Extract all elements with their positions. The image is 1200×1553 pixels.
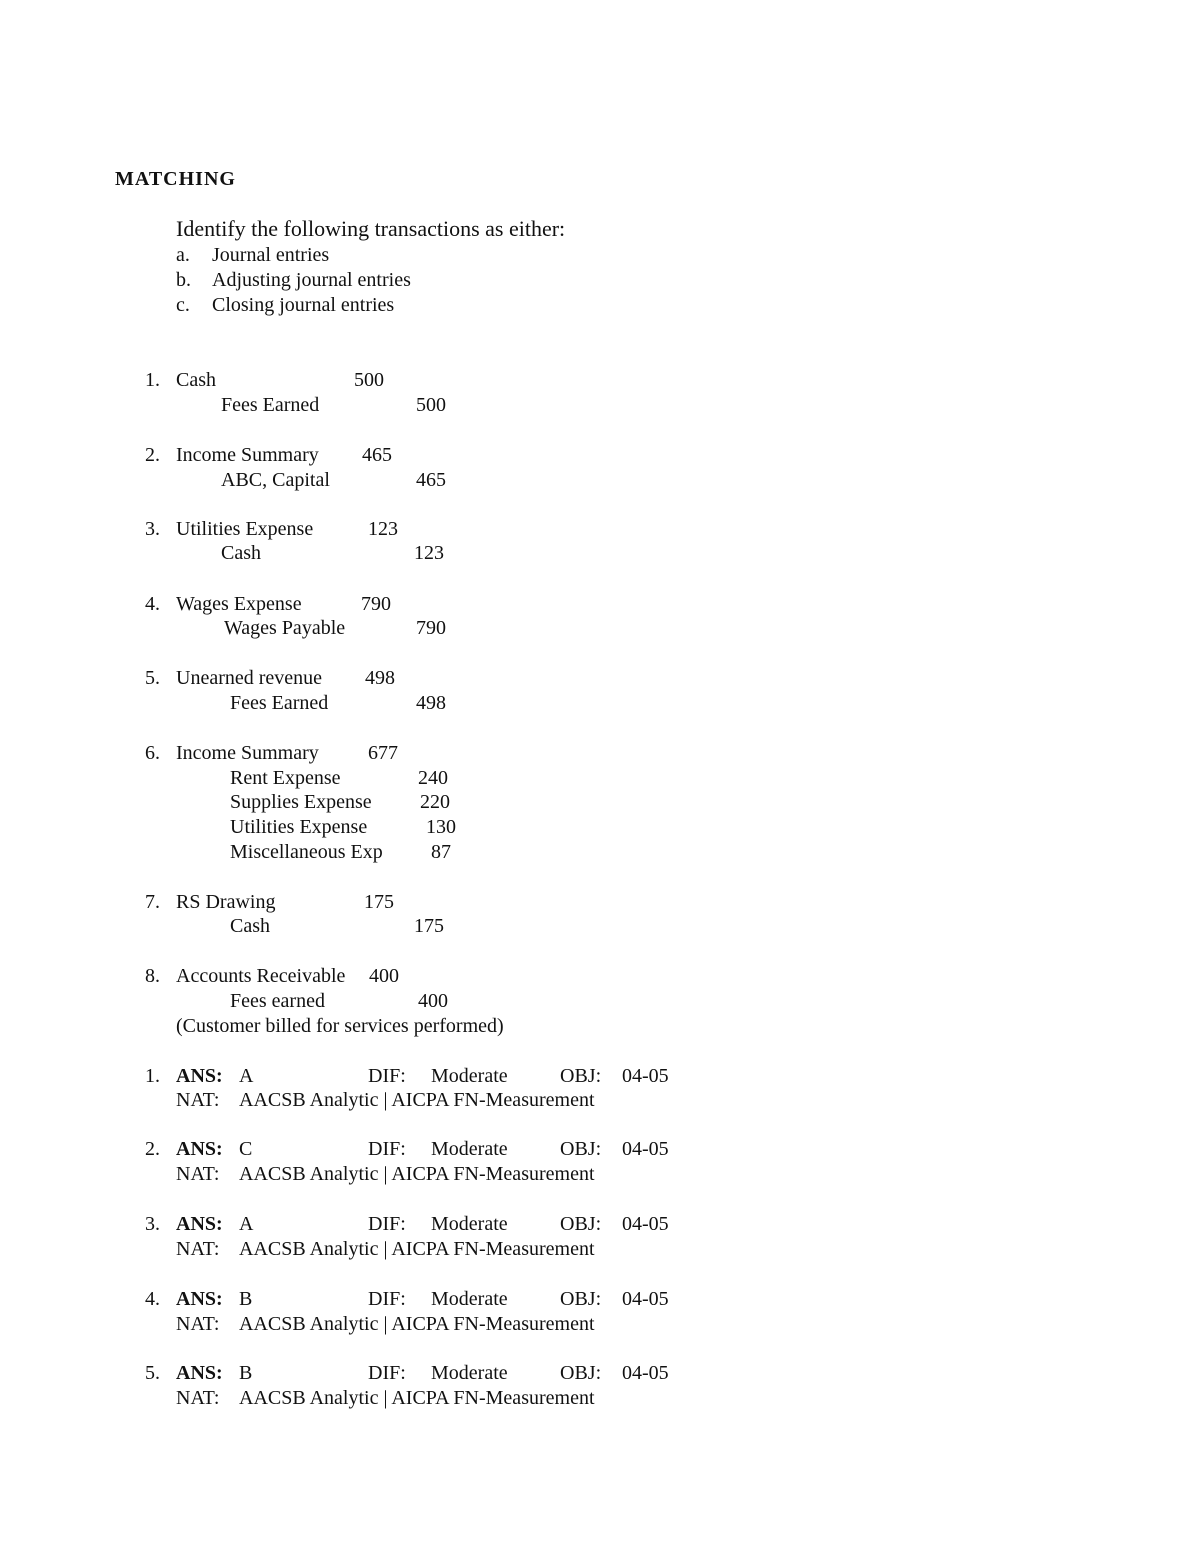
objective-label: OBJ: — [560, 1362, 602, 1384]
difficulty-label: DIF: — [368, 1065, 406, 1087]
credit-amount: 500 — [416, 394, 446, 416]
answer-number: 5. — [145, 1362, 160, 1384]
option-item — [176, 293, 394, 317]
answer-label: ANS: — [176, 1362, 223, 1384]
objective-value: 04-05 — [622, 1213, 669, 1235]
objective-label: OBJ: — [560, 1213, 602, 1235]
answer-label: ANS: — [176, 1138, 223, 1160]
credit-amount: 220 — [420, 791, 450, 813]
difficulty-value: Moderate — [431, 1213, 508, 1235]
debit-account: Utilities Expense — [176, 518, 314, 540]
answer-number: 1. — [145, 1065, 160, 1087]
credit-amount: 400 — [418, 990, 448, 1012]
answer-number: 2. — [145, 1138, 160, 1160]
objective-value: 04-05 — [622, 1288, 669, 1310]
answer-value: A — [239, 1065, 254, 1087]
objective-value: 04-05 — [622, 1065, 669, 1087]
credit-account: Cash — [230, 915, 270, 937]
transaction-number: 4. — [145, 593, 160, 615]
transaction-note: (Customer billed for services performed) — [176, 1015, 504, 1037]
objective-label: OBJ: — [560, 1288, 602, 1310]
credit-amount: 175 — [414, 915, 444, 937]
debit-amount: 175 — [364, 891, 394, 913]
credit-account: Utilities Expense — [230, 816, 368, 838]
credit-amount: 123 — [414, 542, 444, 564]
difficulty-label: DIF: — [368, 1213, 406, 1235]
nat-label: NAT: — [176, 1387, 220, 1409]
nat-value: AACSB Analytic | AICPA FN-Measurement — [239, 1313, 595, 1335]
transaction-number: 3. — [145, 518, 160, 540]
credit-amount: 790 — [416, 617, 446, 639]
option-text: Adjusting journal entries — [212, 269, 411, 291]
answer-label: ANS: — [176, 1213, 223, 1235]
option-letter: b. — [176, 269, 191, 291]
objective-label: OBJ: — [560, 1065, 602, 1087]
debit-amount: 677 — [368, 742, 398, 764]
credit-account: Fees Earned — [230, 692, 329, 714]
answer-value: A — [239, 1213, 254, 1235]
answer-label: ANS: — [176, 1288, 223, 1310]
answer-number: 4. — [145, 1288, 160, 1310]
debit-account: Accounts Receivable — [176, 965, 346, 987]
difficulty-label: DIF: — [368, 1138, 406, 1160]
credit-amount: 130 — [426, 816, 456, 838]
answer-value: C — [239, 1138, 253, 1160]
credit-amount: 498 — [416, 692, 446, 714]
transaction-number: 6. — [145, 742, 160, 764]
transaction-number: 5. — [145, 667, 160, 689]
debit-amount: 400 — [369, 965, 399, 987]
option-letter: c. — [176, 294, 190, 316]
section-heading: MATCHING — [115, 168, 236, 190]
nat-value: AACSB Analytic | AICPA FN-Measurement — [239, 1089, 595, 1111]
option-item — [176, 268, 411, 292]
difficulty-value: Moderate — [431, 1138, 508, 1160]
option-text: Journal entries — [212, 244, 330, 266]
objective-value: 04-05 — [622, 1362, 669, 1384]
credit-account: Cash — [221, 542, 261, 564]
objective-value: 04-05 — [622, 1138, 669, 1160]
credit-amount: 87 — [431, 841, 451, 863]
nat-label: NAT: — [176, 1313, 220, 1335]
instruction-text: Identify the following transactions as either: — [176, 216, 566, 241]
option-letter: a. — [176, 244, 190, 266]
credit-account: Fees Earned — [221, 394, 320, 416]
credit-amount: 240 — [418, 767, 448, 789]
difficulty-value: Moderate — [431, 1065, 508, 1087]
answer-value: B — [239, 1288, 253, 1310]
option-text: Closing journal entries — [212, 294, 395, 316]
transaction-number: 7. — [145, 891, 160, 913]
nat-label: NAT: — [176, 1163, 220, 1185]
nat-value: AACSB Analytic | AICPA FN-Measurement — [239, 1387, 595, 1409]
difficulty-label: DIF: — [368, 1362, 406, 1384]
credit-account: Miscellaneous Exp — [230, 841, 383, 863]
answer-label: ANS: — [176, 1065, 223, 1087]
option-item — [176, 243, 329, 267]
credit-account: Supplies Expense — [230, 791, 372, 813]
nat-label: NAT: — [176, 1089, 220, 1111]
debit-amount: 498 — [365, 667, 395, 689]
debit-account: Income Summary — [176, 742, 319, 764]
credit-account: ABC, Capital — [221, 469, 330, 491]
credit-amount: 465 — [416, 469, 446, 491]
difficulty-label: DIF: — [368, 1288, 406, 1310]
debit-account: Unearned revenue — [176, 667, 323, 689]
debit-amount: 500 — [354, 369, 384, 391]
answer-number: 3. — [145, 1213, 160, 1235]
debit-account: RS Drawing — [176, 891, 276, 913]
debit-account: Cash — [176, 369, 216, 391]
credit-account: Wages Payable — [224, 617, 346, 639]
answer-value: B — [239, 1362, 253, 1384]
credit-account: Rent Expense — [230, 767, 341, 789]
nat-value: AACSB Analytic | AICPA FN-Measurement — [239, 1238, 595, 1260]
nat-value: AACSB Analytic | AICPA FN-Measurement — [239, 1163, 595, 1185]
credit-account: Fees earned — [230, 990, 325, 1012]
debit-amount: 465 — [362, 444, 392, 466]
debit-amount: 790 — [361, 593, 391, 615]
difficulty-value: Moderate — [431, 1362, 508, 1384]
objective-label: OBJ: — [560, 1138, 602, 1160]
transaction-number: 8. — [145, 965, 160, 987]
debit-account: Income Summary — [176, 444, 319, 466]
nat-label: NAT: — [176, 1238, 220, 1260]
transaction-number: 2. — [145, 444, 160, 466]
difficulty-value: Moderate — [431, 1288, 508, 1310]
debit-account: Wages Expense — [176, 593, 302, 615]
debit-amount: 123 — [368, 518, 398, 540]
transaction-number: 1. — [145, 369, 160, 391]
